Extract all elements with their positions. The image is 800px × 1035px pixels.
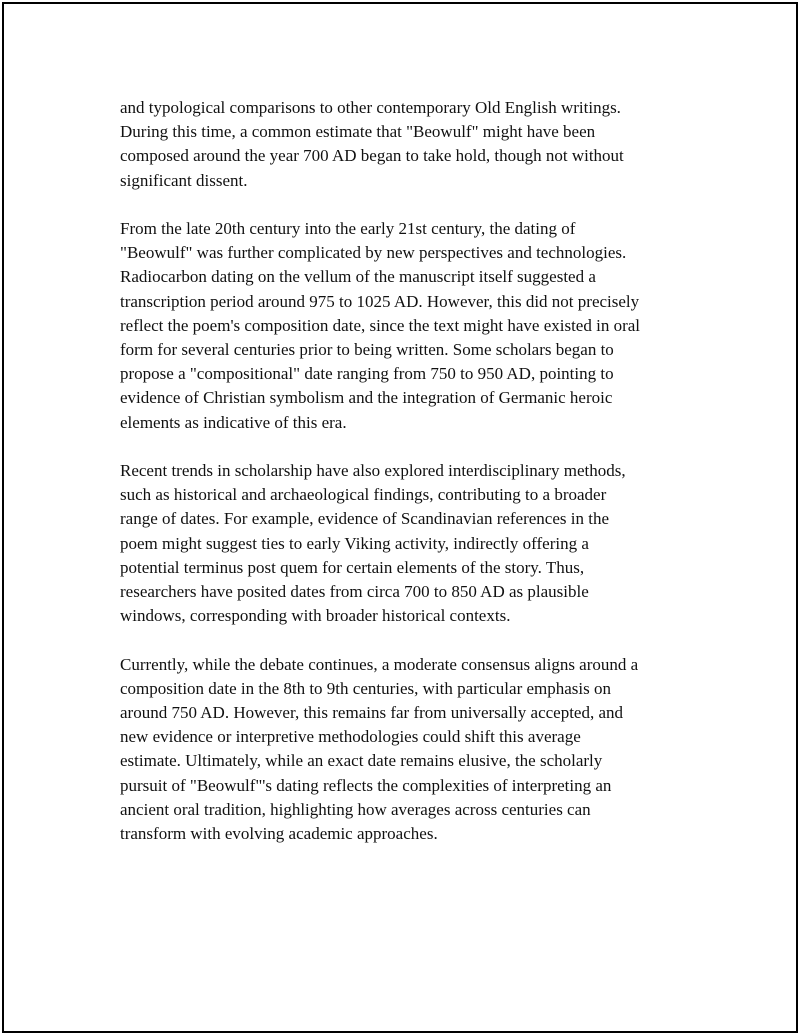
paragraph-3 [120, 459, 695, 628]
text-line: Recent trends in scholarship have also explored interdisciplinary methods, [120, 461, 626, 481]
text-line: and typological comparisons to other contemporary Old English writings. [120, 98, 621, 117]
text-line: significant dissent. [120, 170, 248, 190]
text-line: Currently, while the debate continues, a moderate consensus aligns around a [120, 654, 639, 674]
text-line: form for several centuries prior to being written. Some scholars began to [120, 340, 614, 360]
text-line: composed around the year 700 AD began to take hold, though not without [120, 146, 624, 166]
text-line: "Beowulf" was further complicated by new perspectives and technologies. [120, 243, 627, 263]
text-line: estimate. Ultimately, while an exact date remains elusive, the scholarly [120, 751, 603, 771]
text-line: From the late 20th century into the early 21st century, the dating of [120, 219, 576, 238]
text-line: range of dates. For example, evidence of Scandinavian references in the [120, 509, 610, 529]
text-line: propose a "compositional" date ranging from 750 to 950 AD, pointing to [120, 364, 614, 384]
paragraph-2 [120, 217, 695, 435]
text-line: reflect the poem's composition date, since the text might have existed in oral [120, 315, 640, 335]
text-line: composition date in the 8th to 9th centuries, with particular emphasis on [120, 678, 612, 698]
document-body [120, 96, 695, 870]
page-frame [2, 2, 798, 1033]
text-line: windows, corresponding with broader historical contexts. [120, 606, 511, 626]
text-line: poem might suggest ties to early Viking activity, indirectly offering a [120, 533, 589, 553]
text-line: new evidence or interpretive methodologies could shift this average [120, 727, 581, 747]
text-line: pursuit of "Beowulf"'s dating reflects the complexities of interpreting an [120, 775, 612, 795]
text-line: such as historical and archaeological findings, contributing to a broader [120, 485, 607, 505]
paragraph-4 [120, 653, 695, 847]
text-line: evidence of Christian symbolism and the integration of Germanic heroic [120, 388, 613, 408]
text-line: researchers have posited dates from circa 700 to 850 AD as plausible [120, 582, 589, 602]
paragraph-1 [120, 96, 695, 193]
text-line: Radiocarbon dating on the vellum of the manuscript itself suggested a [120, 267, 596, 287]
text-line: elements as indicative of this era. [120, 412, 347, 432]
text-line: transform with evolving academic approaches. [120, 824, 438, 844]
text-line: potential terminus post quem for certain elements of the story. Thus, [120, 557, 585, 577]
text-line: ancient oral tradition, highlighting how averages across centuries can [120, 799, 591, 819]
text-line: around 750 AD. However, this remains far from universally accepted, and [120, 703, 624, 723]
text-line: transcription period around 975 to 1025 AD. However, this did not precisely [120, 291, 640, 311]
text-line: During this time, a common estimate that "Beowulf" might have been [120, 122, 596, 142]
